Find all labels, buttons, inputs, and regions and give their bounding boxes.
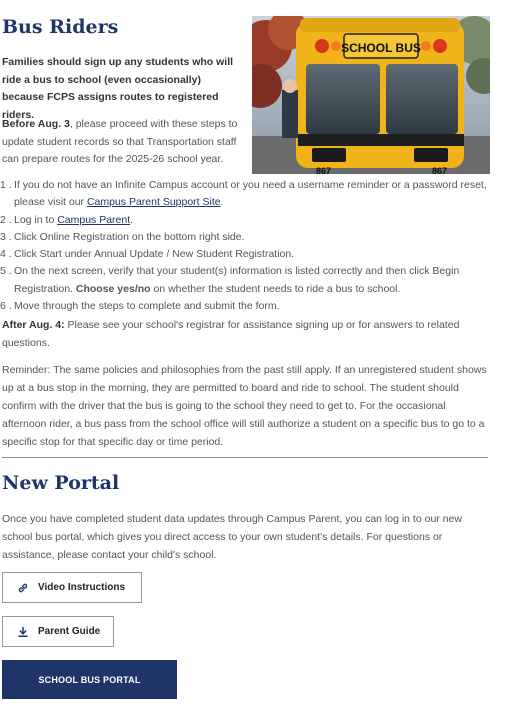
step-text-end: . xyxy=(130,213,134,226)
video-instructions-label: Video Instructions xyxy=(38,582,126,593)
list-item xyxy=(2,298,488,315)
list-item xyxy=(2,246,488,263)
step-text: On the next screen, verify that your student(s) information is listed correctly and then click Begin Registration. xyxy=(14,265,460,295)
after-text: Please see your school's registrar for assistance signing up or for answers to related questions. xyxy=(2,319,460,349)
step-text-end: . xyxy=(220,196,224,209)
step-text: Click Start under Annual Update / New Student Registration. xyxy=(14,248,295,261)
step-text: If you do not have an Infinite Campus account or you need a username reminder or a password reset, please visit our xyxy=(14,179,487,209)
step-text-end: on whether the student needs to ride a bus to school. xyxy=(150,282,401,295)
step-number: 4 . xyxy=(0,248,12,261)
new-portal-description: Once you have completed student data updates through Campus Parent, you can log in to our new school bus portal, which gives you direct access to your own student's details. For questions or assistance, please contact your child's school. xyxy=(2,513,462,561)
list-item xyxy=(2,177,488,212)
after-deadline-paragraph xyxy=(2,317,488,352)
list-item xyxy=(2,212,488,229)
before-date: Before Aug. 3 xyxy=(2,118,70,130)
campus-parent-support-link[interactable]: Campus Parent Support Site xyxy=(86,196,221,209)
school-bus-photo xyxy=(252,16,490,174)
link-icon xyxy=(17,582,29,594)
before-deadline-paragraph xyxy=(2,116,246,169)
bus-number-right: 867 xyxy=(432,166,448,174)
parent-guide-button[interactable] xyxy=(2,616,114,647)
bus-sign-text: SCHOOL BUS xyxy=(341,41,421,55)
after-date: After Aug. 4: xyxy=(2,319,65,331)
new-portal-heading: New Portal xyxy=(2,472,120,494)
reminder-paragraph: Reminder: The same policies and philosophies from the past still apply. If an unregistered student shows up at a bus stop in the morning, they are permitted to board and ride to school. The student should confirm with the driver that the bus is going to the school they need to get to. For the occasional afternoon rider, a bus pass from the school office will still authorize a student on a specific bus to go to a specific stop for that specific day or time period. xyxy=(2,364,487,448)
video-instructions-button[interactable] xyxy=(2,572,142,603)
step-number: 6 . xyxy=(0,300,12,313)
step-bold: Choose yes/no xyxy=(75,282,151,295)
registration-steps-list xyxy=(2,177,488,315)
parent-guide-label: Parent Guide xyxy=(38,626,101,637)
list-item xyxy=(2,263,488,298)
step-number: 3 . xyxy=(0,230,12,243)
step-number: 5 . xyxy=(0,265,12,278)
download-icon xyxy=(17,626,29,638)
bus-number-left: 867 xyxy=(316,166,332,174)
school-bus-portal-button[interactable] xyxy=(2,660,177,699)
step-number: 2 . xyxy=(0,213,12,226)
bus-riders-heading: Bus Riders xyxy=(2,16,119,38)
step-text: Click Online Registration on the bottom right side. xyxy=(14,230,245,243)
before-text: , please proceed with these steps to update student records so that Transportation staff can prepare routes for the 2025-26 school year. xyxy=(2,118,238,165)
step-number: 1 . xyxy=(0,179,12,191)
school-bus-portal-label: SCHOOL BUS PORTAL xyxy=(38,674,141,685)
step-text: Log in to xyxy=(14,213,58,226)
list-item xyxy=(2,229,488,246)
section-divider xyxy=(2,457,488,458)
campus-parent-link[interactable]: Campus Parent xyxy=(57,213,131,226)
step-text: Move through the steps to complete and submit the form. xyxy=(14,300,280,313)
bus-riders-intro: Families should sign up any students who will ride a bus to school (even occasionally) because FCPS assigns routes to registered riders. xyxy=(2,56,234,121)
